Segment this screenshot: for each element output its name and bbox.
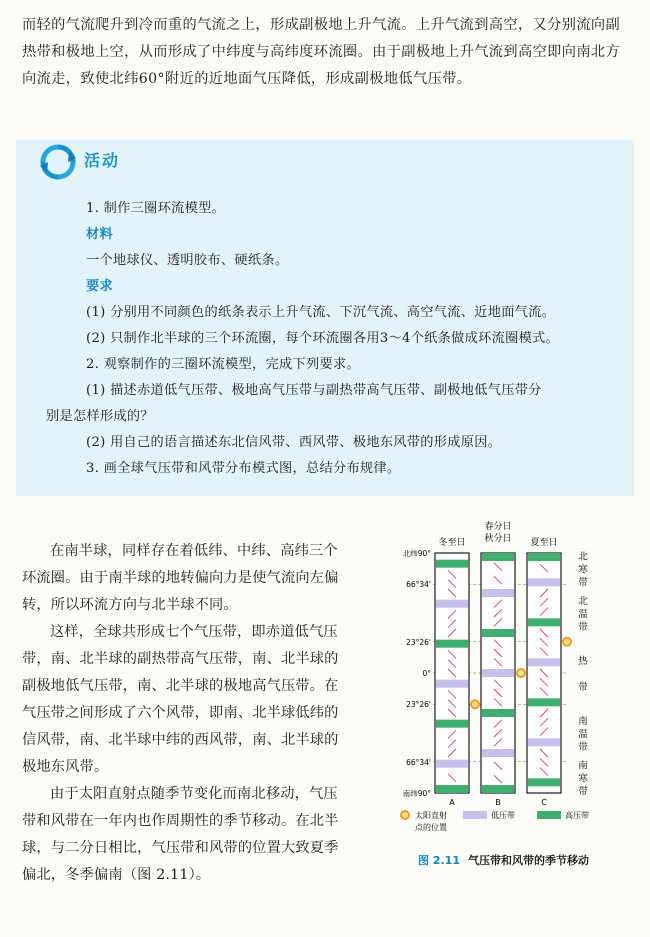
- column-letter: A: [449, 798, 455, 807]
- low-pressure-band: [482, 669, 514, 677]
- climate-zone-label: 南: [578, 716, 588, 727]
- high-pressure-band: [482, 709, 514, 717]
- main-text: [22, 538, 352, 889]
- sun-position-marker: [517, 669, 525, 677]
- climate-zone-label: 温: [578, 729, 588, 740]
- low-pressure-band: [436, 760, 468, 768]
- main-paragraph: 这样，全球共形成七个气压带，即赤道低气压带，南、北半球的副热带高气压带，南、北半球的副极地低气压带，南、北半球的极地高气压带。在气压带之间形成了六个风带，即南、北半球低纬的信风带，南、北半球中纬的西风带，南、北半球的极地东风带。: [22, 624, 339, 775]
- latitude-label: 23°26': [406, 637, 431, 647]
- column-letter: C: [541, 798, 547, 807]
- activity-line: (1) 分别用不同颜色的纸条表示上升气流、下沉气流、高空气流、近地面气流。: [86, 305, 556, 320]
- low-pressure-band: [436, 600, 468, 608]
- climate-zone-label: 寒: [578, 773, 588, 785]
- sun-position-marker: [471, 700, 479, 708]
- latitude-label: 0°: [422, 669, 431, 678]
- latitude-label: 66°34': [406, 757, 431, 767]
- climate-zone-label: 热: [578, 656, 588, 667]
- legend-low-label: 低压带: [491, 811, 515, 820]
- activity-line: (2) 用自己的语言描述东北信风带、西风带、极地东风带的形成原因。: [86, 435, 502, 450]
- activity-line: (1) 描述赤道低气压带、极地高气压带与副热带高气压带、副极地低气压带分: [86, 383, 542, 398]
- activity-line: 2. 观察制作的三圈环流模型，完成下列要求。: [86, 357, 360, 372]
- legend-sun-label: 太阳直射: [415, 811, 447, 820]
- legend-sun-label: 点的位置: [415, 823, 447, 832]
- high-pressure-band: [436, 785, 468, 793]
- column-title: 春分日: [484, 522, 512, 532]
- high-pressure-band: [482, 629, 514, 637]
- cycle-icon: [38, 142, 78, 182]
- high-pressure-band: [528, 553, 560, 561]
- legend-high-swatch: [537, 811, 561, 819]
- high-pressure-band: [482, 553, 514, 561]
- high-pressure-band: [528, 698, 560, 706]
- climate-zone-label: 带: [578, 622, 588, 633]
- activity-line: 3. 画全球气压带和风带分布模式图，总结分布规律。: [86, 461, 401, 476]
- climate-zone-label: 寒: [578, 564, 588, 576]
- high-pressure-band: [436, 640, 468, 648]
- high-pressure-band: [436, 720, 468, 728]
- activity-heading-requirements: 要求: [86, 279, 113, 294]
- low-pressure-band: [528, 578, 560, 586]
- main-paragraph: 由于太阳直射点随季节变化而南北移动，气压带和风带在一年内也作周期性的季节移动。在北半球，与二分日相比，气压带和风带的位置大致夏季偏北，冬季偏南（图 2.11）。: [22, 786, 339, 883]
- high-pressure-band: [528, 618, 560, 626]
- figure-number: 图 2.11: [418, 854, 460, 867]
- latitude-label: 北纬90°: [402, 549, 431, 558]
- activity-header: [16, 140, 634, 180]
- activity-heading-materials: 材料: [86, 227, 113, 242]
- low-pressure-band: [482, 589, 514, 597]
- column-title: 秋分日: [484, 534, 512, 544]
- latitude-label: 南纬90°: [402, 789, 431, 798]
- pressure-belt-diagram: [395, 517, 640, 877]
- main-paragraph: 在南半球，同样存在着低纬、中纬、高纬三个环流圈。由于南半球的地转偏向力是使气流向左偏转，所以环流方向与北半球不同。: [22, 543, 339, 613]
- climate-zone-label: 北: [578, 596, 588, 607]
- column-letter: B: [495, 798, 501, 807]
- column-title: 冬至日: [438, 538, 466, 548]
- low-pressure-band: [482, 749, 514, 757]
- climate-zone-label: 带: [578, 786, 588, 798]
- climate-zone-label: 带: [578, 577, 588, 589]
- figure-title: 气压带和风带的季节移动: [467, 854, 589, 867]
- legend-high-label: 高压带: [565, 811, 589, 820]
- low-pressure-band: [528, 658, 560, 666]
- high-pressure-band: [436, 560, 468, 568]
- intro-paragraph: 而轻的气流爬升到冷而重的气流之上，形成副极地上升气流。上升气流到高空，又分别流向副热带和极地上空，从而形成了中纬度与高纬度环流圈。由于副极地上升气流到高空即向南北方向流走，致使北纬60°附近的近地面气压降低，形成副极地低气压带。: [22, 17, 621, 87]
- high-pressure-band: [528, 778, 560, 786]
- low-pressure-band: [436, 680, 468, 688]
- climate-zone-label: 温: [578, 609, 588, 620]
- latitude-label: 66°34': [406, 580, 431, 590]
- figure-caption: [418, 852, 589, 868]
- activity-line: 一个地球仪、透明胶布、硬纸条。: [86, 253, 289, 268]
- column-title: 夏至日: [530, 538, 558, 548]
- legend-sun-icon: [401, 811, 409, 819]
- activity-box: [16, 140, 634, 496]
- high-pressure-band: [482, 785, 514, 793]
- climate-zone-label: 北: [578, 551, 588, 563]
- climate-zone-label: 带: [578, 742, 588, 753]
- sun-position-marker: [563, 638, 571, 646]
- latitude-label: 23°26': [406, 700, 431, 710]
- activity-body: [46, 196, 616, 482]
- activity-line: 别是怎样形成的？: [46, 409, 154, 424]
- low-pressure-band: [528, 738, 560, 746]
- activity-line: (2) 只制作北半球的三个环流圈，每个环流圈各用3～4个纸条做成环流圈模式。: [86, 331, 560, 346]
- activity-title: 活动: [84, 151, 121, 170]
- climate-zone-label: 南: [578, 760, 588, 772]
- climate-zone-label: 带: [578, 682, 588, 693]
- legend-low-swatch: [463, 811, 487, 819]
- activity-line: 1. 制作三圈环流模型。: [86, 201, 226, 216]
